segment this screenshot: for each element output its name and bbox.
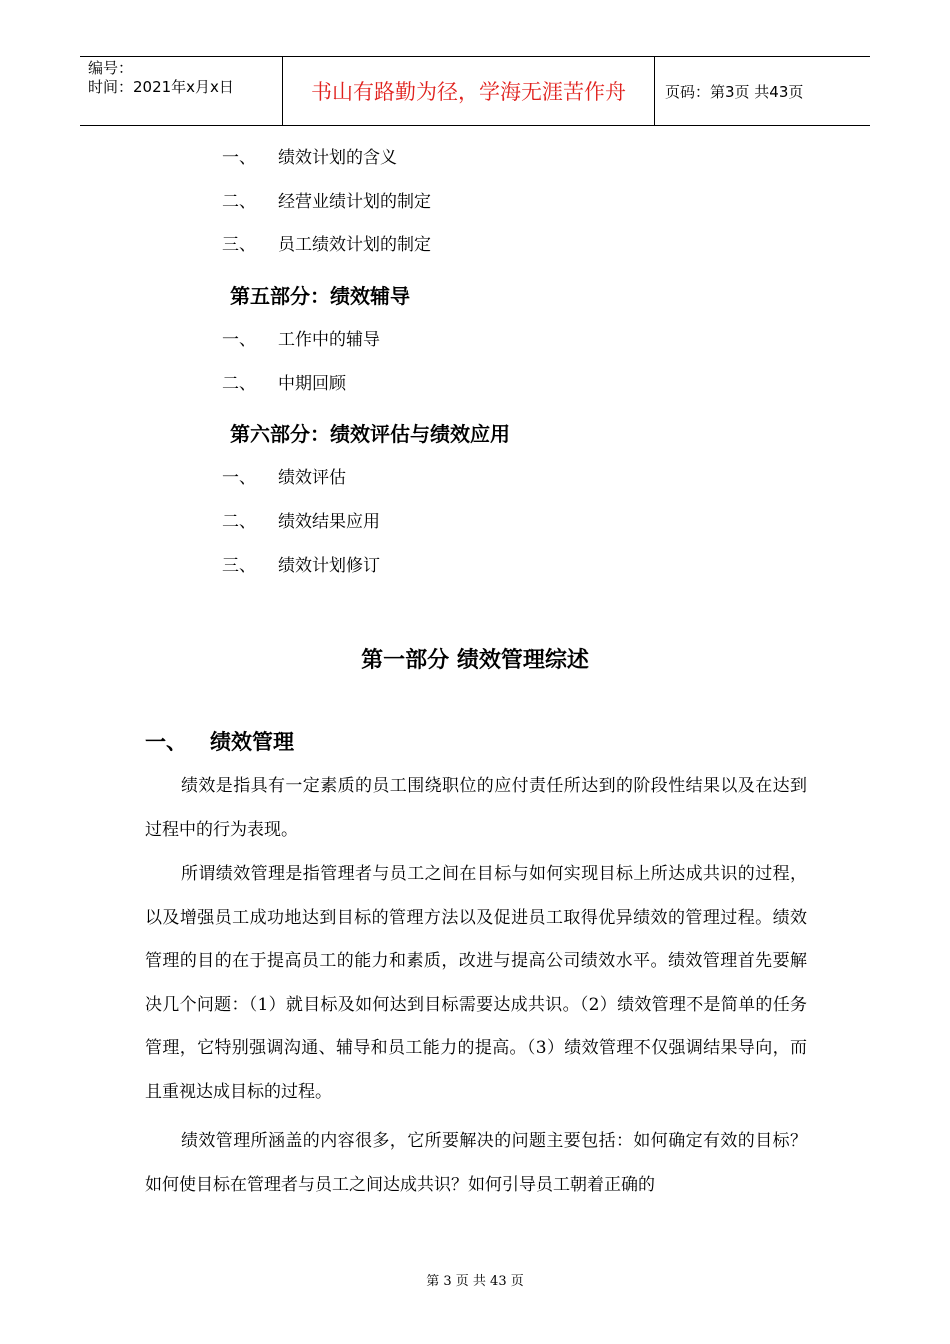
number-label: 编号： (88, 59, 134, 77)
toc-item-text: 员工绩效计划的制定 (278, 235, 431, 255)
chapter-title: 第一部分 绩效管理综述 (361, 648, 589, 673)
paragraph: 绩效是指具有一定素质的员工围绕职位的应付责任所达到的阶段性结果以及在达到过程中的行为表现。 (145, 776, 807, 840)
toc-item-number: 三、 (222, 235, 256, 255)
toc-item-number: 一、 (222, 468, 256, 488)
header-meta (80, 57, 282, 125)
toc-item-text: 绩效结果应用 (278, 512, 380, 532)
toc-part-heading: 第六部分：绩效评估与绩效应用 (230, 422, 510, 446)
toc-item-number: 一、 (222, 330, 256, 350)
toc-item-text: 工作中的辅导 (278, 330, 380, 350)
paragraph: 绩效管理所涵盖的内容很多，它所要解决的问题主要包括：如何确定有效的目标？如何使目标在管理者与员工之间达成共识？如何引导员工朝着正确的 (145, 1131, 807, 1195)
toc-item-number: 二、 (222, 192, 256, 212)
toc-item-number: 二、 (222, 512, 256, 532)
toc-item-number: 一、 (222, 148, 256, 168)
page-header (80, 56, 870, 126)
toc-item-text: 绩效计划的含义 (278, 148, 397, 168)
toc-item-text: 经营业绩计划的制定 (278, 192, 431, 212)
toc-item-number: 三、 (222, 556, 256, 576)
paragraph: 所谓绩效管理是指管理者与员工之间在目标与如何实现目标上所达成共识的过程，以及增强员工成功地达到目标的管理方法以及促进员工取得优异绩效的管理过程。绩效管理的目的在于提高员工的能力和素质，改进与提高公司绩效水平。绩效管理首先要解决几个问题：（1）就目标及如何达到目标需要达成共识。（2）绩效管理不是简单的任务管理，它特别强调沟通、辅导和员工能力的提高。（3）绩效管理不仅强调结果导向，而且重视达成目标的过程。 (145, 864, 807, 1102)
section-title: 绩效管理 (210, 730, 294, 754)
header-page-info: 页码：第3页 共43页 (665, 82, 804, 101)
toc-part-heading: 第五部分：绩效辅导 (230, 284, 410, 308)
toc-item-text: 绩效计划修订 (278, 556, 380, 576)
header-motto: 书山有路勤为径，学海无涯苦作舟 (282, 57, 655, 125)
toc-item-text: 绩效评估 (278, 468, 346, 488)
toc-item-number: 二、 (222, 374, 256, 394)
page-footer: 第 3 页 共 43 页 (426, 1274, 524, 1289)
time-label: 时间：2021年x月x日 (88, 78, 234, 96)
section-number: 一、 (145, 730, 187, 754)
toc-item-text: 中期回顾 (278, 374, 346, 394)
